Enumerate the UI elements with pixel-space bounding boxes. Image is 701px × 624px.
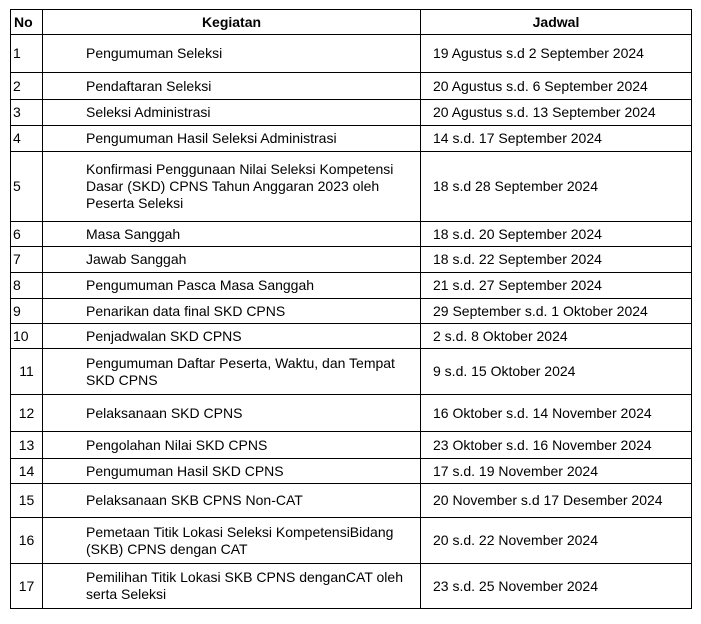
row-no: 5: [11, 152, 43, 222]
table-row: [11, 395, 692, 432]
row-no: 15: [11, 484, 43, 518]
table-row: [11, 247, 692, 273]
row-no: 14: [11, 459, 43, 484]
table-row: [11, 100, 692, 126]
row-no: 11: [11, 349, 43, 395]
row-jadwal: 2 s.d. 8 Oktober 2024: [421, 324, 692, 349]
row-jadwal: 20 s.d. 22 November 2024: [421, 518, 692, 564]
row-no: 16: [11, 518, 43, 564]
header-no: No: [11, 10, 43, 35]
header-kegiatan: Kegiatan: [43, 10, 421, 35]
table-row: [11, 518, 692, 564]
table-row: [11, 126, 692, 152]
row-kegiatan: Pengumuman Daftar Peserta, Waktu, dan Tempat SKD CPNS: [43, 349, 421, 395]
row-kegiatan: Masa Sanggah: [43, 222, 421, 247]
table-header-row: [11, 10, 692, 35]
row-no: 17: [11, 564, 43, 609]
row-jadwal: 23 Oktober s.d. 16 November 2024: [421, 432, 692, 459]
row-jadwal: 21 s.d. 27 September 2024: [421, 273, 692, 299]
row-no: 9: [11, 299, 43, 324]
row-no: 3: [11, 100, 43, 126]
row-no: 8: [11, 273, 43, 299]
row-kegiatan: Pemetaan Titik Lokasi Seleksi KompetensiBidang (SKB) CPNS dengan CAT: [43, 518, 421, 564]
row-no: 7: [11, 247, 43, 273]
row-jadwal: 18 s.d. 20 September 2024: [421, 222, 692, 247]
header-jadwal: Jadwal: [421, 10, 692, 35]
row-no: 12: [11, 395, 43, 432]
table-row: [11, 564, 692, 609]
row-jadwal: 14 s.d. 17 September 2024: [421, 126, 692, 152]
row-jadwal: 29 September s.d. 1 Oktober 2024: [421, 299, 692, 324]
row-kegiatan: Penjadwalan SKD CPNS: [43, 324, 421, 349]
row-no: 4: [11, 126, 43, 152]
row-no: 10: [11, 324, 43, 349]
row-kegiatan: Pelaksanaan SKD CPNS: [43, 395, 421, 432]
row-kegiatan: Pendaftaran Seleksi: [43, 73, 421, 100]
row-no: 6: [11, 222, 43, 247]
row-jadwal: 20 Agustus s.d. 6 September 2024: [421, 73, 692, 100]
table-row: [11, 349, 692, 395]
row-jadwal: 23 s.d. 25 November 2024: [421, 564, 692, 609]
row-kegiatan: Jawab Sanggah: [43, 247, 421, 273]
row-kegiatan: Pengumuman Seleksi: [43, 35, 421, 73]
row-jadwal: 19 Agustus s.d 2 September 2024: [421, 35, 692, 73]
row-kegiatan: Pengumuman Hasil Seleksi Administrasi: [43, 126, 421, 152]
table-row: [11, 459, 692, 484]
table-row: [11, 35, 692, 73]
row-no: 13: [11, 432, 43, 459]
row-kegiatan: Konfirmasi Penggunaan Nilai Seleksi Kompetensi Dasar (SKD) CPNS Tahun Anggaran 2023 oleh Peserta Seleksi: [43, 152, 421, 222]
table-row: [11, 432, 692, 459]
table-row: [11, 324, 692, 349]
table-row: [11, 484, 692, 518]
row-kegiatan: Penarikan data final SKD CPNS: [43, 299, 421, 324]
schedule-table: [10, 9, 692, 609]
row-jadwal: 9 s.d. 15 Oktober 2024: [421, 349, 692, 395]
table-row: [11, 73, 692, 100]
row-kegiatan: Pengumuman Hasil SKD CPNS: [43, 459, 421, 484]
row-no: 1: [11, 35, 43, 73]
row-kegiatan: Pemilihan Titik Lokasi SKB CPNS denganCAT oleh serta Seleksi: [43, 564, 421, 609]
table-row: [11, 222, 692, 247]
row-kegiatan: Pelaksanaan SKB CPNS Non-CAT: [43, 484, 421, 518]
row-kegiatan: Pengolahan Nilai SKD CPNS: [43, 432, 421, 459]
row-jadwal: 17 s.d. 19 November 2024: [421, 459, 692, 484]
row-jadwal: 20 November s.d 17 Desember 2024: [421, 484, 692, 518]
row-jadwal: 16 Oktober s.d. 14 November 2024: [421, 395, 692, 432]
row-jadwal: 20 Agustus s.d. 13 September 2024: [421, 100, 692, 126]
row-kegiatan: Pengumuman Pasca Masa Sanggah: [43, 273, 421, 299]
table-row: [11, 152, 692, 222]
row-no: 2: [11, 73, 43, 100]
table-row: [11, 299, 692, 324]
row-jadwal: 18 s.d. 22 September 2024: [421, 247, 692, 273]
row-kegiatan: Seleksi Administrasi: [43, 100, 421, 126]
table-row: [11, 273, 692, 299]
row-jadwal: 18 s.d 28 September 2024: [421, 152, 692, 222]
